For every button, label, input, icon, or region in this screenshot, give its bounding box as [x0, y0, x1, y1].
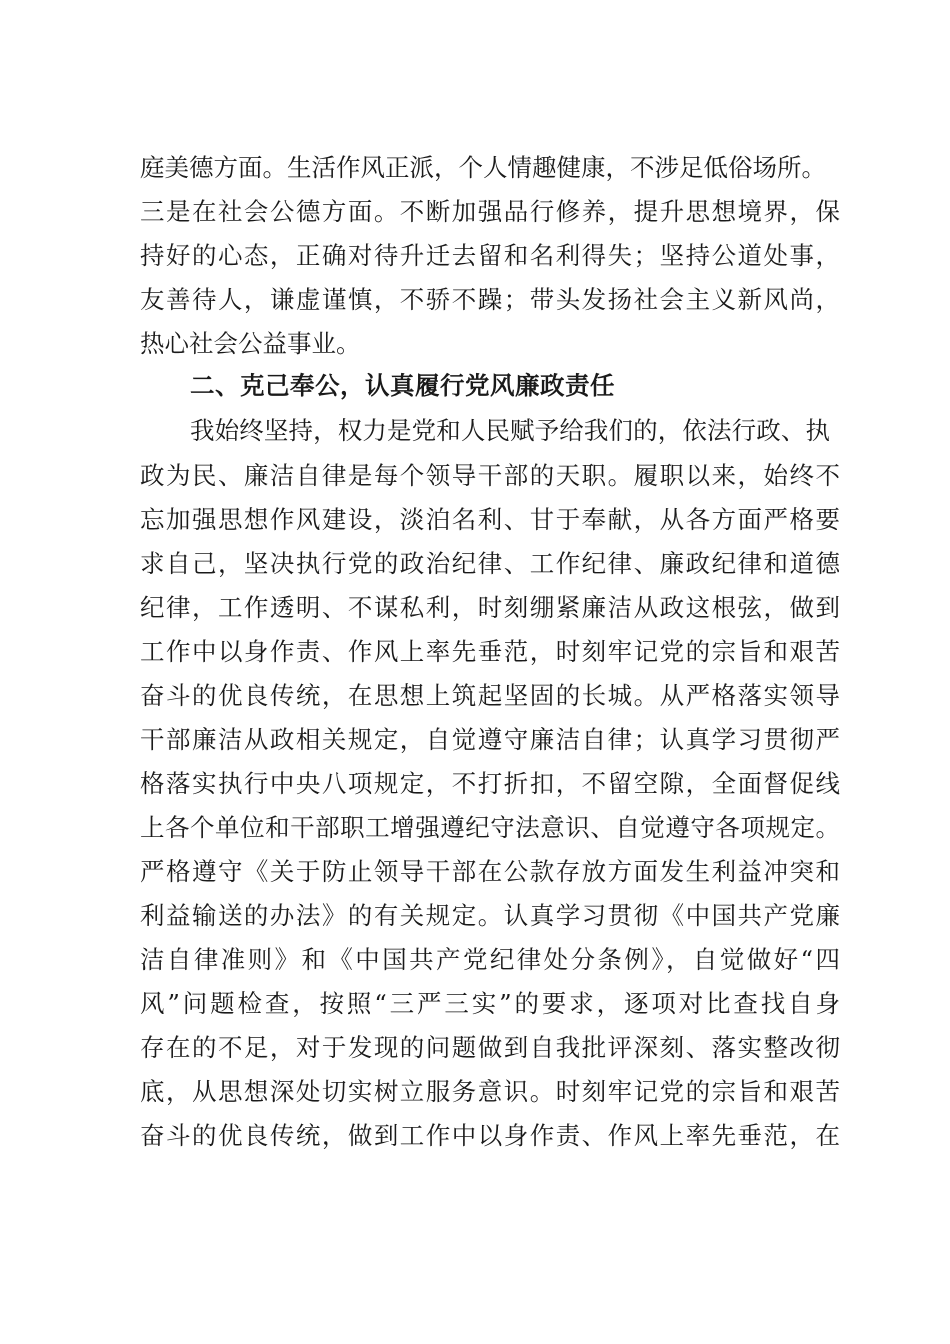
paragraph-2-line-15: 存在的不足，对于发现的问题做到自我批评深刻、落实整改彻	[140, 1033, 840, 1062]
paragraph-2-line-4: 求自己，坚决执行党的政治纪律、工作纪律、廉政纪律和道德	[140, 549, 840, 578]
paragraph-2-line-7: 奋斗的优良传统，在思想上筑起坚固的长城。从严格落实领导	[140, 681, 840, 710]
paragraph-2-line-9: 格落实执行中央八项规定，不打折扣，不留空隙，全面督促线	[140, 769, 840, 798]
paragraph-2-line-13: 洁自律准则》和《中国共产党纪律处分条例》，自觉做好“四	[140, 945, 840, 974]
paragraph-2-line-12: 利益输送的办法》的有关规定。认真学习贯彻《中国共产党廉	[140, 901, 840, 930]
paragraph-2-line-3: 忘加强思想作风建设，淡泊名利、甘于奉献，从各方面严格要	[140, 505, 840, 534]
paragraph-2-line-5: 纪律，工作透明、不谋私利，时刻绷紧廉洁从政这根弦，做到	[140, 593, 840, 622]
paragraph-2-line-2: 政为民、廉洁自律是每个领导干部的天职。履职以来，始终不	[140, 461, 840, 490]
paragraph-1-line-1: 庭美德方面。生活作风正派，个人情趣健康，不涉足低俗场所。	[140, 153, 826, 182]
paragraph-2-line-6: 工作中以身作责、作风上率先垂范，时刻牢记党的宗旨和艰苦	[140, 637, 840, 666]
paragraph-1-line-5: 热心社会公益事业。	[140, 329, 361, 358]
paragraph-1-line-4: 友善待人，谦虚谨慎，不骄不躁；带头发扬社会主义新风尚，	[140, 285, 840, 314]
paragraph-1-line-2: 三是在社会公德方面。不断加强品行修养，提升思想境界，保	[140, 197, 840, 226]
paragraph-2-line-14: 风”问题检查，按照“三严三实”的要求，逐项对比查找自身	[140, 989, 840, 1018]
paragraph-2-line-11: 严格遵守《关于防止领导干部在公款存放方面发生利益冲突和	[140, 857, 840, 886]
paragraph-2-line-8: 干部廉洁从政相关规定，自觉遵守廉洁自律；认真学习贯彻严	[140, 725, 840, 754]
paragraph-1-line-3: 持好的心态，正确对待升迁去留和名利得失；坚持公道处事，	[140, 241, 840, 270]
paragraph-2-line-16: 底，从思想深处切实树立服务意识。时刻牢记党的宗旨和艰苦	[140, 1077, 840, 1106]
section-heading: 二、克己奉公，认真履行党风廉政责任	[190, 371, 615, 400]
paragraph-2-line-10: 上各个单位和干部职工增强遵纪守法意识、自觉遵守各项规定。	[140, 813, 840, 842]
paragraph-2-line-1: 我始终坚持，权力是党和人民赋予给我们的，依法行政、执	[190, 416, 830, 445]
paragraph-2-line-17: 奋斗的优良传统，做到工作中以身作责、作风上率先垂范，在	[140, 1121, 840, 1150]
